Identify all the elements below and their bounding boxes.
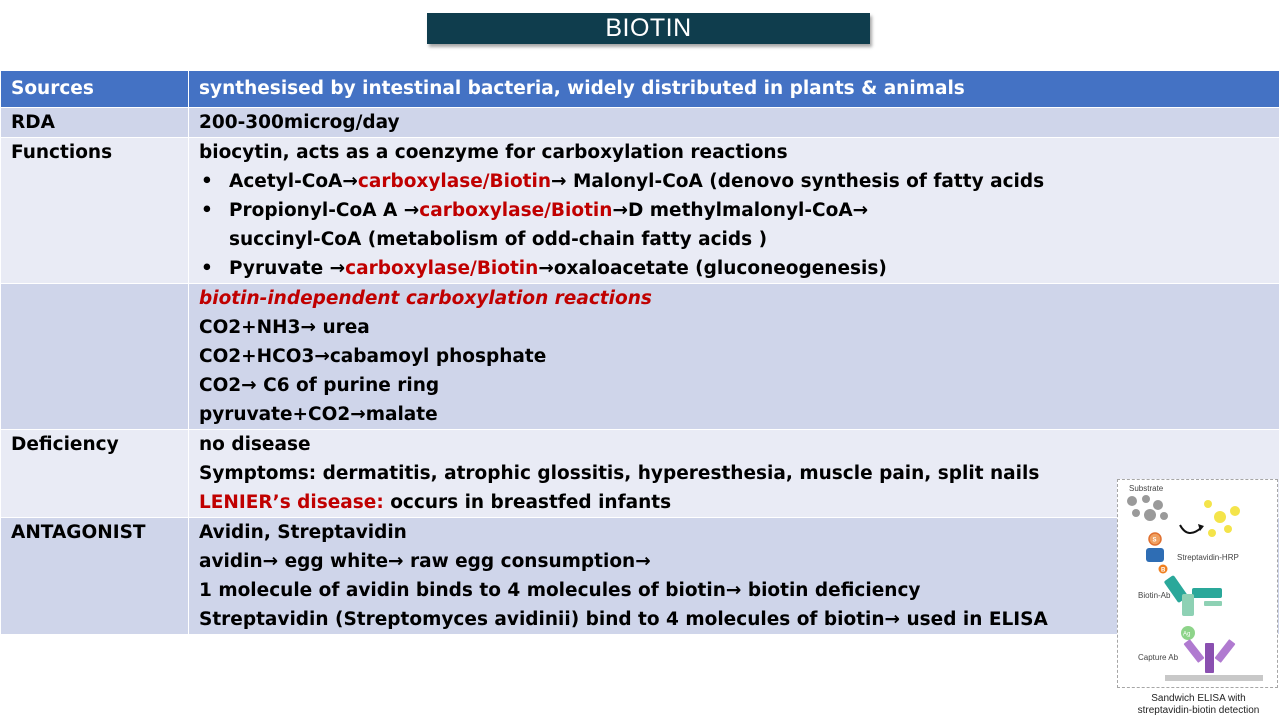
independent-cell [189,284,1280,430]
biotin-ab-label: Biotin-Ab [1138,591,1171,600]
caption-line: streptavidin-biotin detection [1137,705,1260,716]
enzyme-text: carboxylase/Biotin [357,171,552,192]
deficiency-line [199,488,1269,517]
deficiency-cell [189,430,1280,518]
arrow: → [329,258,346,279]
hrp-badge-text: S [1152,537,1157,544]
arrow: → [403,200,420,221]
rda-text: 200-300microg/day [189,108,1280,138]
deficiency-line: no disease [199,434,311,455]
product-continuation: succinyl-CoA (metabolism of odd-chain fatty acids ) [229,229,768,250]
biotin-badge-text: B [1161,567,1166,574]
product-text: D methylmalonyl-CoA [627,200,853,221]
functions-intro: biocytin, acts as a coenzyme for carboxylation reactions [199,142,788,163]
arrow: → [852,200,869,221]
substrate-molecules-icon [1127,495,1168,521]
antagonist-line: Avidin, Streptavidin [199,522,407,543]
antagonist-line: 1 molecule of avidin binds to 4 molecules of biotin→ biotin deficiency [199,580,921,601]
detection-antibody-icon [1164,575,1222,616]
arrow: → [551,171,567,192]
rda-label: RDA [1,108,189,138]
functions-list [199,167,1269,283]
elisa-diagram [1117,479,1278,688]
functions-cell [189,138,1280,284]
slide-title: BIOTIN [427,13,870,44]
caption-line: Sandwich ELISA with [1151,693,1246,704]
disease-name: LENIER’s disease: [199,492,384,513]
row-deficiency [1,430,1280,518]
antagonist-line: Streptavidin (Streptomyces avidinii) bind to 4 molecules of biotin→ used in ELISA [199,609,1048,630]
antagonist-line: avidin→ egg white→ raw egg consumption→ [199,551,651,572]
row-functions [1,138,1280,284]
independent-line: pyruvate+CO2→malate [199,404,438,425]
row-rda [1,108,1280,138]
plate-surface-icon [1165,675,1263,681]
substrate-text: Acetyl-CoA [229,171,343,192]
antagonist-label: ANTAGONIST [1,518,189,635]
sources-label: Sources [1,71,189,108]
elisa-illustration [1118,480,1277,687]
independent-label [1,284,189,430]
independent-line: CO2+NH3→ urea [199,317,370,338]
row-sources [1,71,1280,108]
product-text: oxaloacetate (gluconeogenesis) [553,258,887,279]
capture-antibody-icon [1183,639,1235,673]
product-glow-icon [1204,500,1240,537]
independent-heading: biotin-independent carboxylation reactions [199,288,652,309]
functions-label: Functions [1,138,189,284]
antagonist-cell [189,518,1280,635]
function-acetyl [199,167,1269,196]
independent-line: CO2→ C6 of purine ring [199,375,440,396]
substrate-label: Substrate [1129,484,1164,493]
deficiency-symptoms: Symptoms: dermatitis, atrophic glossitis, hyperesthesia, muscle pain, split nails [199,463,1040,484]
arrow: → [612,200,628,221]
enzyme-text: carboxylase/Biotin [419,200,613,221]
antigen-badge-text: Ag [1183,631,1191,638]
deficiency-label: Deficiency [1,430,189,518]
independent-line: CO2+HCO3→cabamoyl phosphate [199,346,547,367]
row-antagonist [1,518,1280,635]
substrate-text: Pyruvate [229,258,330,279]
function-propionyl [199,196,1269,254]
enzyme-text: carboxylase/Biotin [345,258,539,279]
row-independent [1,284,1280,430]
substrate-text: Propionyl-CoA A [229,200,404,221]
diagram-caption [1117,693,1280,717]
arrow: → [342,171,358,192]
function-pyruvate [199,254,1269,283]
streptavidin-icon [1146,548,1164,562]
disease-note: occurs in breastfed infants [383,492,672,513]
arrow: → [538,258,554,279]
sources-text: synthesised by intestinal bacteria, widely distributed in plants & animals [189,71,1280,108]
biotin-table [0,70,1280,635]
product-text: Malonyl-CoA (denovo synthesis of fatty acids [566,171,1045,192]
streptavidin-hrp-label: Streptavidin-HRP [1177,553,1239,562]
capture-ab-label: Capture Ab [1138,653,1179,662]
